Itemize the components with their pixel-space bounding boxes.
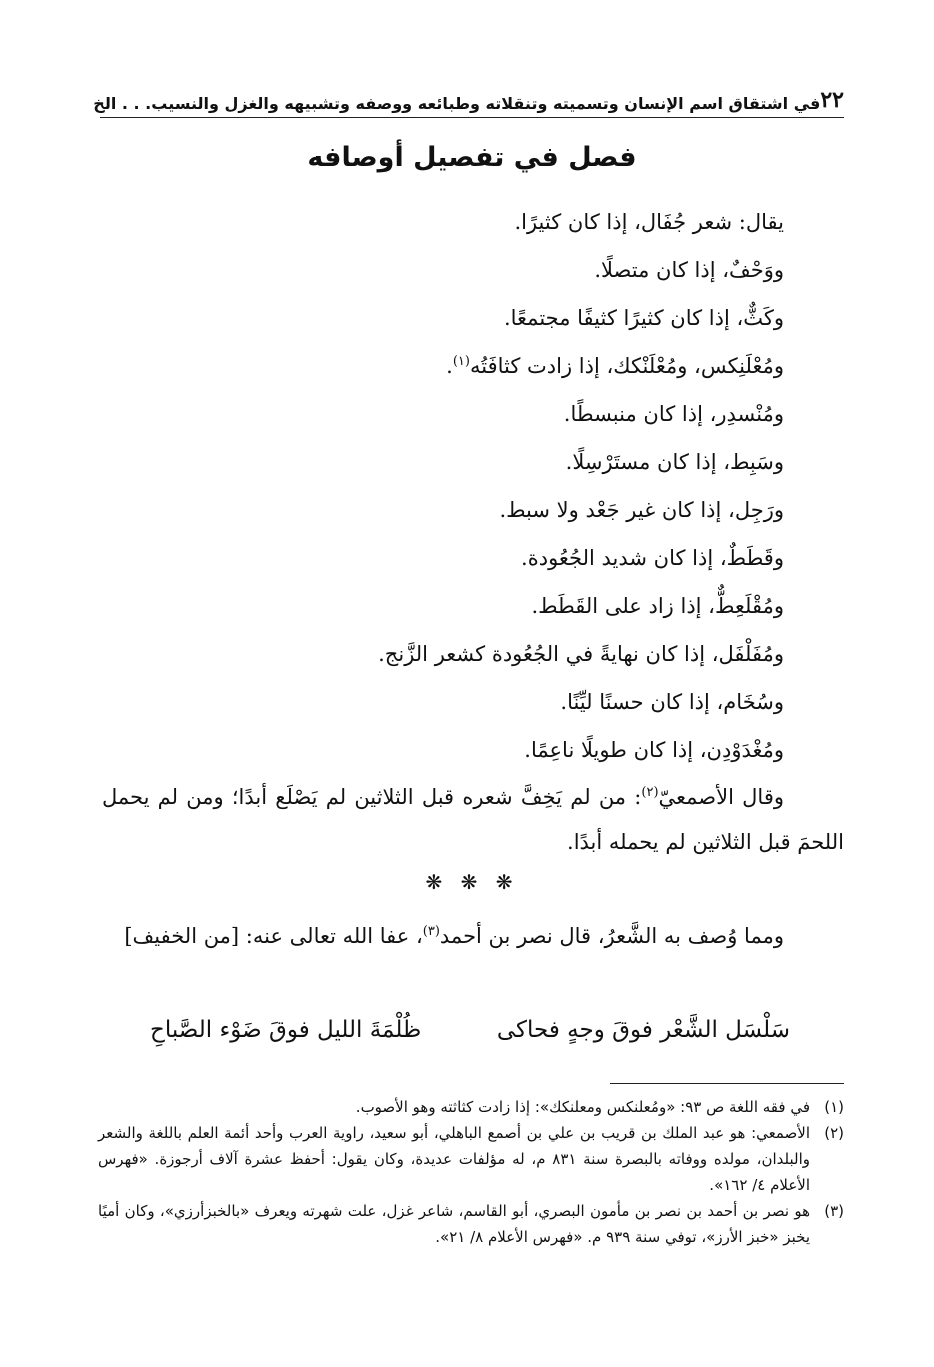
footnote-divider [610,1083,844,1084]
body-line: ومُنْسدِر، إذا كان منبسطًا. [563,402,784,426]
footnotes [98,1094,844,1250]
body-line-text: ومُعْلَنِكس، ومُعْلَنْكك، إذا زادت كثافَتُه [469,354,784,378]
asmai-text-start: وقال الأصمعيّ [658,785,784,809]
footnote-number: (١) [824,1098,844,1116]
body-line: ومُغْدَوْدِن، إذا كان طويلًا ناعِمًا. [524,738,784,762]
poem-verse [150,1008,790,1052]
footnote [98,1120,844,1198]
footnote-text: الأصمعي: هو عبد الملك بن قريب بن علي بن أصمع الباهلي، أبو سعيد، راوية العرب وأحد أئمة العلم باللغة والشعر والبلدان، مولده ووفاته بالبصرة سنة ٨٣١ م، له مؤلفات عديدة، وكان يقول: أحفظ عشرة آلاف أرجوزة. «فهرس الأعلام ٤/ ١٦٢». [98,1124,810,1194]
running-header-title: في اشتقاق اسم الإنسان وتسميته وتنقلاته وطبائعه ووصفه وتشبيهه والغزل والنسيب. . . الخ [93,94,821,113]
line-end-punct: . [446,354,453,378]
footnote-marker: (١) [452,354,470,369]
nasr-paragraph [102,914,844,959]
body-line: ووَحْفٌ، إذا كان متصلًا. [594,258,784,282]
nasr-text-start: ومما وُصف به الشَّعرُ، قال نصر بن أحمد [439,924,784,948]
asmai-text-rest: : من لم يَخِفَّ شعره قبل الثلاثين لم يَصْلَع أبدًا؛ ومن لم يحمل اللحمَ قبل الثلاثين لم يحمله أبدًا. [102,785,844,854]
nasr-text-rest: ، عفا الله تعالى عنه: [من الخفيف] [124,924,423,948]
body-line: ومُفَلْفَل، إذا كان نهايةً في الجُعُودة كشعر الزَّنج. [378,642,784,666]
body-line: وكَثٌّ، إذا كان كثيرًا كثيفًا مجتمعًا. [503,306,784,330]
body-lines [100,198,784,774]
footnote [98,1094,844,1120]
body-line: ورَجِل، إذا كان غير جَعْد ولا سبط. [499,498,784,522]
footnote-marker: (٣) [422,924,440,939]
verse-first-hemistich: سَلْسَل الشَّعْر فوقَ وجهٍ فحاكى [496,1017,790,1043]
footnote-number: (٣) [824,1202,844,1220]
page-number: ٢٢ [820,87,844,113]
section-heading: فصل في تفصيل أوصافه [307,142,637,173]
body-line: يقال: شعر جُفَال، إذا كان كثيرًا. [514,210,784,234]
footnote-number: (٢) [824,1124,844,1142]
section-separator: ❋ ❋ ❋ [425,870,519,894]
footnote-text: في فقه اللغة ص ٩٣: «ومُعلنكس ومعلنكك»: إذا زادت كثاثته وهو الأصوب. [355,1098,810,1116]
verse-second-hemistich: ظُلْمَةَ الليل فوقَ ضَوْء الصَّباحِ [150,1017,422,1043]
footnote-marker: (٢) [641,785,659,800]
running-header [93,84,844,118]
asmai-paragraph [102,775,844,865]
body-line-with-note [100,342,784,390]
footnote [98,1198,844,1250]
body-line: ومُقْلَعِطٌّ، إذا زاد على القَطَط. [531,594,784,618]
footnote-text: هو نصر بن أحمد بن نصر بن مأمون البصري، أبو القاسم، شاعر غزل، علت شهرته ويعرف «بالخبزأرزي»، وكان أميًا يخبز «خبز الأرز»، توفي سنة ٩٣٩ م. «فهرس الأعلام ٨/ ٢١». [98,1202,810,1246]
body-line: وسُخَام، إذا كان حسنًا ليِّنًا. [560,690,784,714]
body-line: وقَطَطٌ، إذا كان شديد الجُعُودة. [521,546,784,570]
body-line: وسَبِط، إذا كان مستَرْسِلًا. [565,450,784,474]
